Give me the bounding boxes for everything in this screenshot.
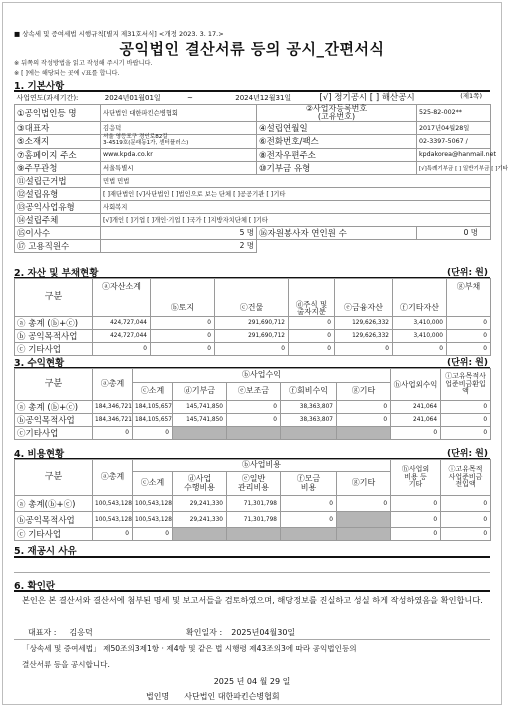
form-page-number: (제1쪽) <box>460 92 482 100</box>
expense-h-business: ⓑ사업비용 <box>133 460 391 472</box>
assets-h-stocks: ⓓ주식 및 출자지분 <box>289 301 335 317</box>
representative-line <box>28 627 93 638</box>
label-founding-type: ⑫설립유형 <box>15 187 101 200</box>
assets-row-other: ⓒ 기타사업 <box>15 343 93 356</box>
representative-name: 김응덕 <box>69 628 93 637</box>
assets-h-land: ⓑ토지 <box>151 301 215 317</box>
confirm-date-label: 확인일자 : <box>186 628 223 637</box>
label-email: ⑧전자우편주소 <box>257 148 417 161</box>
label-volunteers: ⑯자원봉사자 연인원 수 <box>257 226 417 239</box>
expense-row-public: ⓑ공익목적사업 <box>15 512 93 528</box>
expense-h-nonbiz: ⓗ사업외 비용 등 기타 <box>391 460 441 496</box>
assets-h-financial: ⓔ금융자산 <box>335 301 393 317</box>
confirm-divider <box>14 639 490 640</box>
assets-h-building: ⓒ건물 <box>215 301 289 317</box>
assets-h-liabilities: ⓖ부채 <box>447 279 491 317</box>
expense-unit: (단위: 원) <box>446 449 488 459</box>
revenue-h-business: ⓑ사업수익 <box>133 369 391 383</box>
value-address: 서울 영등포구 경인로82길 3-4519호(문래동1가, 센터플러스) <box>101 134 257 148</box>
representative-label: 대표자 : <box>28 628 57 637</box>
instruction-note-1: ※ 뒤쪽의 작성방법을 읽고 작성해 주시기 바랍니다. <box>14 60 153 67</box>
value-business-number: 525-82-002** <box>417 104 491 121</box>
label-officers: ⑮이사수 <box>15 226 101 239</box>
assets-h-total: ⓐ자산소계 <box>93 279 151 317</box>
label-phone-fax: ⑥전화번호/팩스 <box>257 134 417 148</box>
revenue-row-other: ⓒ기타사업 <box>15 427 93 440</box>
expense-row-other: ⓒ 기타사업 <box>15 528 93 541</box>
expense-table: 구분 ⓐ총계 ⓑ사업비용 ⓗ사업외 비용 등 기타 ⓘ고유목적 사업준비금 전입액 ⓒ소계 ⓓ사업 수행비용 ⓔ일반 관리비용 ⓕ모금 비용 ⓖ기타 ⓐ 총계(ⓑ+ⓒ) 100,543,128 100,543,128 29,241,330 71,301,798 0 0 0 0 ⓑ공익목적사업 100,543,128 100,543,128 29,241,330 71,301,798 0 0 0 ⓒ 기타사업 0 0 0 0 <box>14 459 491 541</box>
section-expense-title: 4. 비용현황 <box>14 449 65 460</box>
value-founding-law: 민법 민법 <box>101 174 491 187</box>
confirm-statement: 본인은 본 결산서와 결산서에 첨부된 명세 및 보고서들을 검토하였으며, 해당정보를 진실하고 성실 하게 작성하였음을 확인합니다. <box>22 595 483 605</box>
value-donation-type: [√]특례기부금 [ ] 일반기부금 [ ]기타 <box>417 161 491 174</box>
value-representative: 김응덕 <box>101 121 257 134</box>
expense-h-subtotal: ⓒ소계 <box>133 472 173 496</box>
expense-h-reserve: ⓘ고유목적 사업준비금 전입액 <box>441 460 491 496</box>
period-label: 사업연도(과세기간): <box>16 94 79 103</box>
section-assets-title: 2. 자산 및 부채현황 <box>14 268 99 279</box>
label-homepage: ⑦홈페이지 주소 <box>15 148 101 161</box>
reissue-reason-field <box>14 572 490 573</box>
value-phone-fax: 02-3397-5067 / <box>417 134 491 148</box>
legal-basis-text-2: 결산서류 등을 공시합니다. <box>22 660 110 669</box>
expense-h-other: ⓖ기타 <box>337 472 391 496</box>
section-confirm-title: 6. 확인란 <box>14 581 56 592</box>
revenue-table: 구분 ⓐ총계 ⓑ사업수익 ⓗ사업외수익 ⓘ고유목적사업준비금환입액 ⓒ소계 ⓓ기부금 ⓔ보조금 ⓕ회비수익 ⓖ기타 ⓐ 총계 (ⓑ+ⓒ) 184,346,721 184,105,657 145,741,850 0 38,363,807 0 241,064 0 ⓑ공익목적사업 184,346,721 184,105,657 145,741,850 0 38,363,807 0 241,064 0 ⓒ기타사업 0 0 0 0 <box>14 368 491 440</box>
label-org-name: ①공익법인등 명 <box>15 104 101 121</box>
revenue-h-reserve: ⓘ고유목적사업준비금환입액 <box>441 369 491 401</box>
expense-h-fundraising: ⓕ모금 비용 <box>281 472 337 496</box>
period-start: 2024년01월01일 <box>104 94 161 103</box>
period-end: 2024년12월31일 <box>235 94 292 103</box>
value-founding-type: [ ]재단법인 [√]사단법인 [ ]법인으로 보는 단체 [ ]공공기관 [ ]기타 <box>101 187 491 200</box>
section-divider <box>14 556 490 558</box>
label-address: ⑤소재지 <box>15 134 101 148</box>
expense-h-total: ⓐ총계 <box>93 460 133 496</box>
label-founding-date: ④설립연월일 <box>257 121 417 134</box>
assets-col-label: 구분 <box>15 279 93 317</box>
label-founder: ⑭설립주체 <box>15 213 101 226</box>
publish-date: 2025 년 04 월 29 일 <box>213 677 291 686</box>
form-title: 공익법인 결산서류 등의 공시_간편서식 <box>119 40 385 58</box>
value-founding-date: 2017년04월28일 <box>417 121 491 134</box>
revenue-unit: (단위: 원) <box>446 358 488 368</box>
label-founding-law: ⑪설립근거법 <box>15 174 101 187</box>
revenue-row-public: ⓑ공익목적사업 <box>15 414 93 427</box>
section-basic-title: 1. 기본사항 <box>14 81 65 92</box>
label-representative: ③대표자 <box>15 121 101 134</box>
label-authority: ⑨주무관청 <box>15 161 101 174</box>
period-tilde: ~ <box>187 94 193 103</box>
revenue-row-total: ⓐ 총계 (ⓑ+ⓒ) <box>15 401 93 414</box>
value-employees: 2 명 <box>101 239 257 252</box>
regulation-note: ■ 상속세 및 증여세법 시행규칙[별지 제31호서식] <개정 2023. 3. 17.> <box>14 30 224 38</box>
basic-info-table <box>14 91 508 253</box>
label-donation-type: ⑩기부금 유형 <box>257 161 417 174</box>
expense-h-admin-cost: ⓔ일반 관리비용 <box>227 472 281 496</box>
revenue-h-donation: ⓓ기부금 <box>173 383 227 401</box>
revenue-h-subsidy: ⓔ보조금 <box>227 383 281 401</box>
confirm-date: 2025년04월30일 <box>231 628 296 637</box>
assets-table: 구분 ⓐ자산소계 ⓖ부채 ⓑ토지 ⓒ건물 ⓓ주식 및 출자지분 ⓔ금융자산 ⓕ기타자산 ⓐ 총계 (ⓑ+ⓒ) 424,727,044 0 291,690,712 0 129,626,332 3,410,000 0 ⓑ 공익목적사업 424,727,044 0 291,690,712 0 129,626,332 3,410,000 0 ⓒ 기타사업 0 0 0 0 0 0 0 <box>14 278 491 356</box>
disclosure-type: [√] 정기공시 [ ] 해산공시 <box>319 93 415 104</box>
value-authority: 서울특별시 <box>101 161 257 174</box>
revenue-h-total: ⓐ총계 <box>93 369 133 401</box>
revenue-col-label: 구분 <box>15 369 93 401</box>
revenue-h-nonbiz: ⓗ사업외수익 <box>391 369 441 401</box>
corporation-line <box>146 691 280 702</box>
revenue-h-subtotal: ⓒ소계 <box>133 383 173 401</box>
expense-h-biz-cost: ⓓ사업 수행비용 <box>173 472 227 496</box>
corporation-label: 법인명 <box>146 692 170 701</box>
value-founder: [√]개인 [ ]기업 [ ]개인·기업 [ ]국가 [ ]지방자치단체 [ ]기타 <box>101 213 491 226</box>
expense-row-total: ⓐ 총계(ⓑ+ⓒ) <box>15 496 93 512</box>
value-business-type: 사회복지 <box>101 200 491 213</box>
corporation-name: 사단법인 대한파킨슨병협회 <box>184 692 280 701</box>
confirm-date-line <box>186 627 295 638</box>
assets-row-total: ⓐ 총계 (ⓑ+ⓒ) <box>15 317 93 330</box>
label-business-type: ⑬공익사업유형 <box>15 200 101 213</box>
label-business-number: ②사업자등록번호 (고유번호) <box>257 104 417 121</box>
assets-h-other: ⓕ기타자산 <box>393 301 447 317</box>
period-row <box>15 91 491 104</box>
revenue-h-fee: ⓕ회비수익 <box>281 383 337 401</box>
instruction-note-2: ※ [ ]에는 해당되는 곳에 √표를 합니다. <box>14 70 120 77</box>
legal-basis-text: 「상속세 및 증여세법」 제50조의3제1항 · 제4항 및 같은 법 시행령 제43조의3에 따라 공익법인등의 <box>22 644 357 653</box>
value-email: kpdakorea@hanmail.net <box>417 148 491 161</box>
expense-col-label: 구분 <box>15 460 93 496</box>
value-org-name: 사단법인 대한파킨슨병협회 <box>101 104 257 121</box>
section-reissue-title: 5. 재공시 사유 <box>14 546 77 557</box>
assets-unit: (단위: 원) <box>446 268 488 278</box>
section-revenue-title: 3. 수익현황 <box>14 358 65 369</box>
value-officers: 5 명 <box>101 226 257 239</box>
value-homepage: www.kpda.co.kr <box>101 148 257 161</box>
revenue-h-other: ⓖ기타 <box>337 383 391 401</box>
value-volunteers: 0 명 <box>417 226 491 239</box>
label-employees: ⑰ 고용직원수 <box>15 239 101 252</box>
assets-row-public: ⓑ 공익목적사업 <box>15 330 93 343</box>
